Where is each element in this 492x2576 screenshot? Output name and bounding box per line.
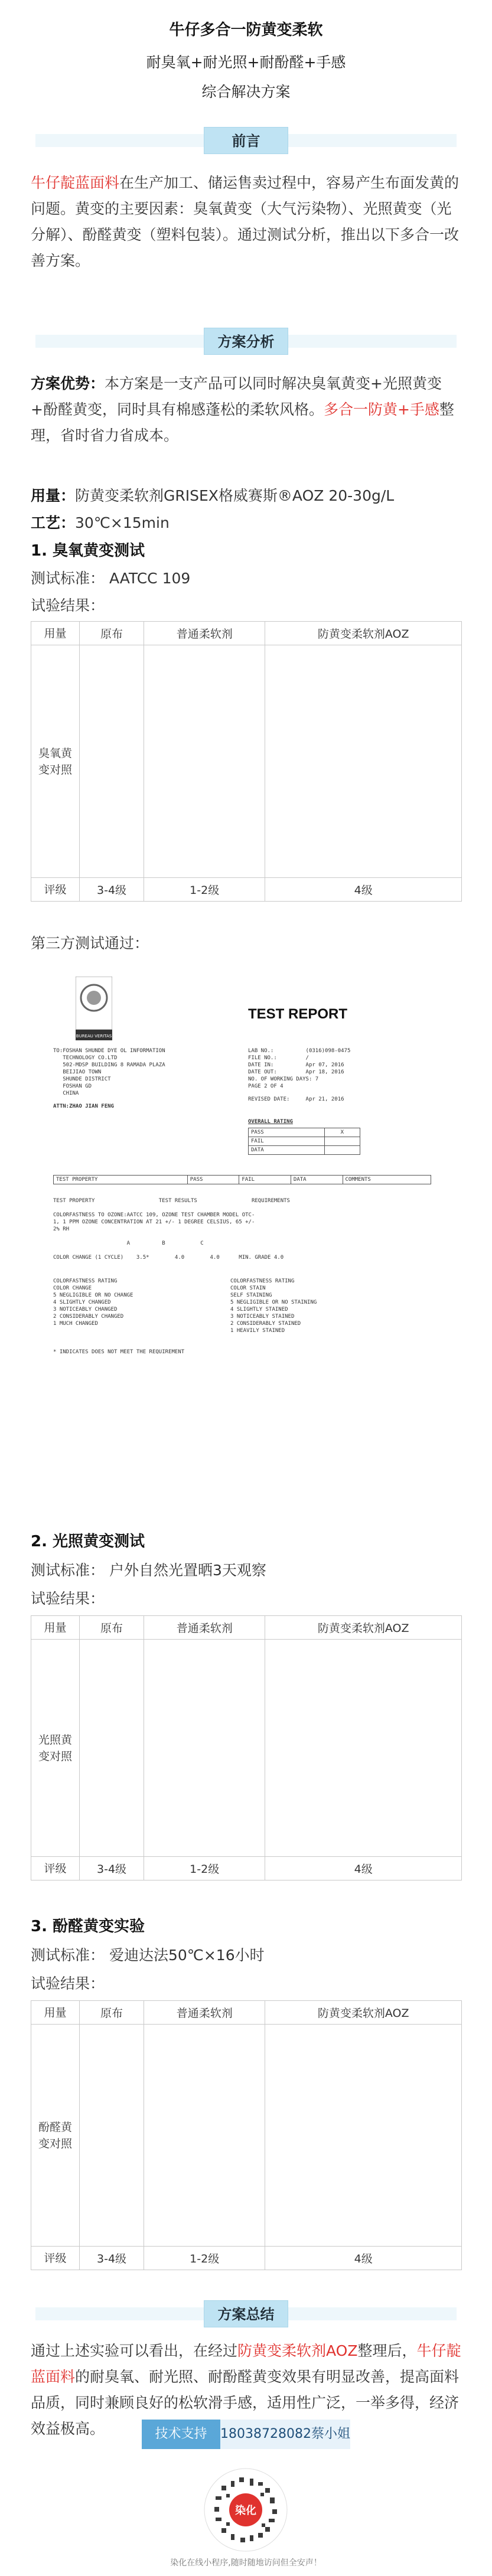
rating-data: DATA [249,1146,325,1155]
grade-cell: 4级 [265,1857,462,1880]
summary-highlight-2: 牛仔靛蓝面料 [31,2342,461,2385]
report-property-table [53,1175,431,1184]
summary-highlight-1: 防黄变柔软剂AOZ [237,2342,358,2359]
test2-result-label: 试验结果： [31,1590,105,1607]
process-line [31,511,170,533]
grade-cell: 1-2级 [144,1857,265,1880]
logo-text: BUREAU VERITAS [76,1034,112,1039]
table-header-cell: 普通柔软剂 [144,622,265,645]
phenolic-result-table [31,2000,462,2270]
overall-rating-title: OVERALL RATING [248,1119,293,1125]
test3-result-label: 试验结果： [31,1975,105,1992]
grade-label: 评级 [31,1857,80,1880]
advantage-label: 方案优势： [31,375,105,392]
table-header-cell: 防黄变柔软剂AOZ [265,622,462,645]
section-banner-analysis: 方案分析 [204,328,288,355]
dosage-label: 用量： [31,487,76,504]
third-party-label: 第三方测试通过： [31,935,149,952]
test3-title: 3. 酚醛黄变实验 [31,1918,145,1935]
test2-title: 2. 光照黄变测试 [31,1533,145,1550]
advantage-highlight: 多合一防黄+手感 [323,401,439,418]
table-header-cell: 防黄变柔软剂AOZ [265,1616,462,1640]
dosage-text: 防黄变柔软剂GRISEX格威赛斯®AOZ 20-30g/L [75,487,395,504]
tech-support-box [142,2420,350,2449]
grade-cell: 3-4级 [80,878,144,902]
rating-pass: PASS [249,1128,325,1137]
row-label: 酚醛黄变对照 [31,2025,80,2247]
mini-program-qr-icon[interactable] [204,2468,288,2552]
table-header-cell: 用量 [31,622,80,645]
test3-standard: 测试标准： 爱迪达法50℃×16小时 [31,1947,265,1964]
page-subtitle-2: 综合解决方案 [201,83,291,100]
qr-badge-text: 染化 [235,2505,256,2517]
report-to: TO:FOSHAN SHUNDE DYE OL INFORMATION TECHNOLOGY CO.LTD 502-MDSP BUILDING 8 RAMADA PLAZA BEIJIAO TOWN SHUNDE DISTRICT FOSHAN GD CHINA [53,1048,165,1096]
table-header-cell: 防黄变柔软剂AOZ [265,2001,462,2025]
test1-title: 1. 臭氧黄变测试 [31,542,145,560]
grade-cell: 3-4级 [80,1857,144,1880]
grade-cell: 3-4级 [80,2247,144,2270]
table-header-cell: 普通柔软剂 [144,1616,265,1640]
table-header-cell: 原布 [80,622,144,645]
report-col: COMMENTS [343,1176,431,1184]
table-header-cell: 普通柔软剂 [144,2001,265,2025]
test-report [53,971,437,1520]
advantage-paragraph [31,371,462,449]
grade-cell: 4级 [265,2247,462,2270]
grade-cell: 4级 [265,878,462,902]
report-note: * INDICATES DOES NOT MEET THE REQUIREMENT [53,1349,185,1355]
bureau-veritas-logo-icon [76,977,112,1041]
page-subtitle: 耐臭氧+耐光照+耐酚醛+手感 [146,54,346,71]
advantage-text-1: 本方案是一支产品可以同时解决臭氧黄变+光照黄变+酚醛黄变，同时具有棉感蓬松的柔软风格。 [31,375,442,418]
report-attn: ATTN:ZHAO JIAN FENG [53,1103,114,1109]
rating-pass-mark: X [324,1128,360,1137]
test1-standard: 测试标准： AATCC 109 [31,570,191,587]
rating-fail: FAIL [249,1137,325,1146]
overall-rating-table [248,1128,360,1155]
report-legend-color-change: COLORFASTNESS RATING COLOR CHANGE 5 NEGLIGIBLE OR NO CHANGE 4 SLIGHTLY CHANGED 3 NOTICEABLY CHANGED 2 CONSIDERABLY CHANGED 1 MUCH CHANGED [53,1278,133,1327]
row-label: 光照黄变对照 [31,1640,80,1857]
table-header-cell: 原布 [80,2001,144,2025]
preface-highlight: 牛仔靛蓝面料 [31,174,120,191]
row-label: 臭氧黄变对照 [31,645,80,878]
ozone-result-table [31,621,462,902]
process-text: 30℃×15min [75,514,170,531]
report-col: DATA [291,1176,343,1184]
advantage-text-2: 整理，省时省力省成本。 [31,401,454,444]
report-title: TEST REPORT [248,1006,348,1022]
section-banner-preface: 前言 [204,127,288,154]
dosage-line [31,484,394,505]
table-header-cell: 原布 [80,1616,144,1640]
grade-cell: 1-2级 [144,878,265,902]
page-title: 牛仔多合一防黄变柔软 [169,21,323,39]
report-revised: REVISED DATE: Apr 21, 2016 [248,1096,344,1102]
report-legend-color-stain: COLORFASTNESS RATING COLOR STAIN SELF STAINING 5 NEGLIGIBLE OR NO STAINING 4 SLIGHTLY STAINED 3 NOTICEABLY STAINED 2 CONSIDERABLY STAINED 1 HEAVILY STAINED [230,1278,317,1334]
report-col: TEST PROPERTY [54,1176,188,1184]
report-col: FAIL [239,1176,291,1184]
section-banner-summary: 方案总结 [204,2300,288,2327]
preface-paragraph [31,170,462,274]
tech-support-label: 技术支持 [142,2420,220,2449]
report-body: TEST PROPERTY TEST RESULTS REQUIREMENTS COLORFASTNESS TO OZONE:AATCC 109, OZONE TEST CHAMBER MODEL OTC- 1, 1 PPM OZONE CONCENTRATION AT 21 +/- 1 DEGREE CELSIUS, 65 +/- 2% RH A B C COLOR CHANGE (1 CYCLE) 3.5* 4.0 4.0 MIN. GRADE 4.0 [53,1198,290,1261]
tech-support-contact[interactable]: 18038728082蔡小姐 [220,2420,350,2449]
preface-text: 在生产加工、储运售卖过程中，容易产生布面发黄的问题。黄变的主要因素：臭氧黄变（大气污染物）、光照黄变（光分解）、酚醛黄变（塑料包装）。通过测试分析，推出以下多合一改善方案。 [31,174,460,269]
summary-text-2: 整理后， [357,2342,417,2359]
report-fields: LAB NO.: (0316)098-0475 FILE NO.: / DATE IN: Apr 07, 2016 DATE OUT: Apr 18, 2016 NO. OF WORKING DAYS: 7 PAGE 2 OF 4 [248,1048,351,1089]
footer-caption: 染化在线小程序,随时随地访问但全安声！ [170,2558,322,2568]
test1-result-label: 试验结果： [31,597,105,614]
test2-standard: 测试标准： 户外自然光置晒3天观察 [31,1562,266,1579]
grade-label: 评级 [31,878,80,902]
table-header-cell: 用量 [31,2001,80,2025]
summary-text-1: 通过上述实验可以看出，在经过 [31,2342,238,2359]
summary-text-3: 的耐臭氧、耐光照、耐酚醛黄变效果有明显改善，提高面料品质，同时兼顾良好的松软滑手感，适用性广泛，一举多得，经济效益极高。 [31,2368,460,2437]
table-header-cell: 用量 [31,1616,80,1640]
grade-label: 评级 [31,2247,80,2270]
grade-cell: 1-2级 [144,2247,265,2270]
light-result-table [31,1615,462,1880]
report-col: PASS [187,1176,239,1184]
process-label: 工艺： [31,514,76,531]
